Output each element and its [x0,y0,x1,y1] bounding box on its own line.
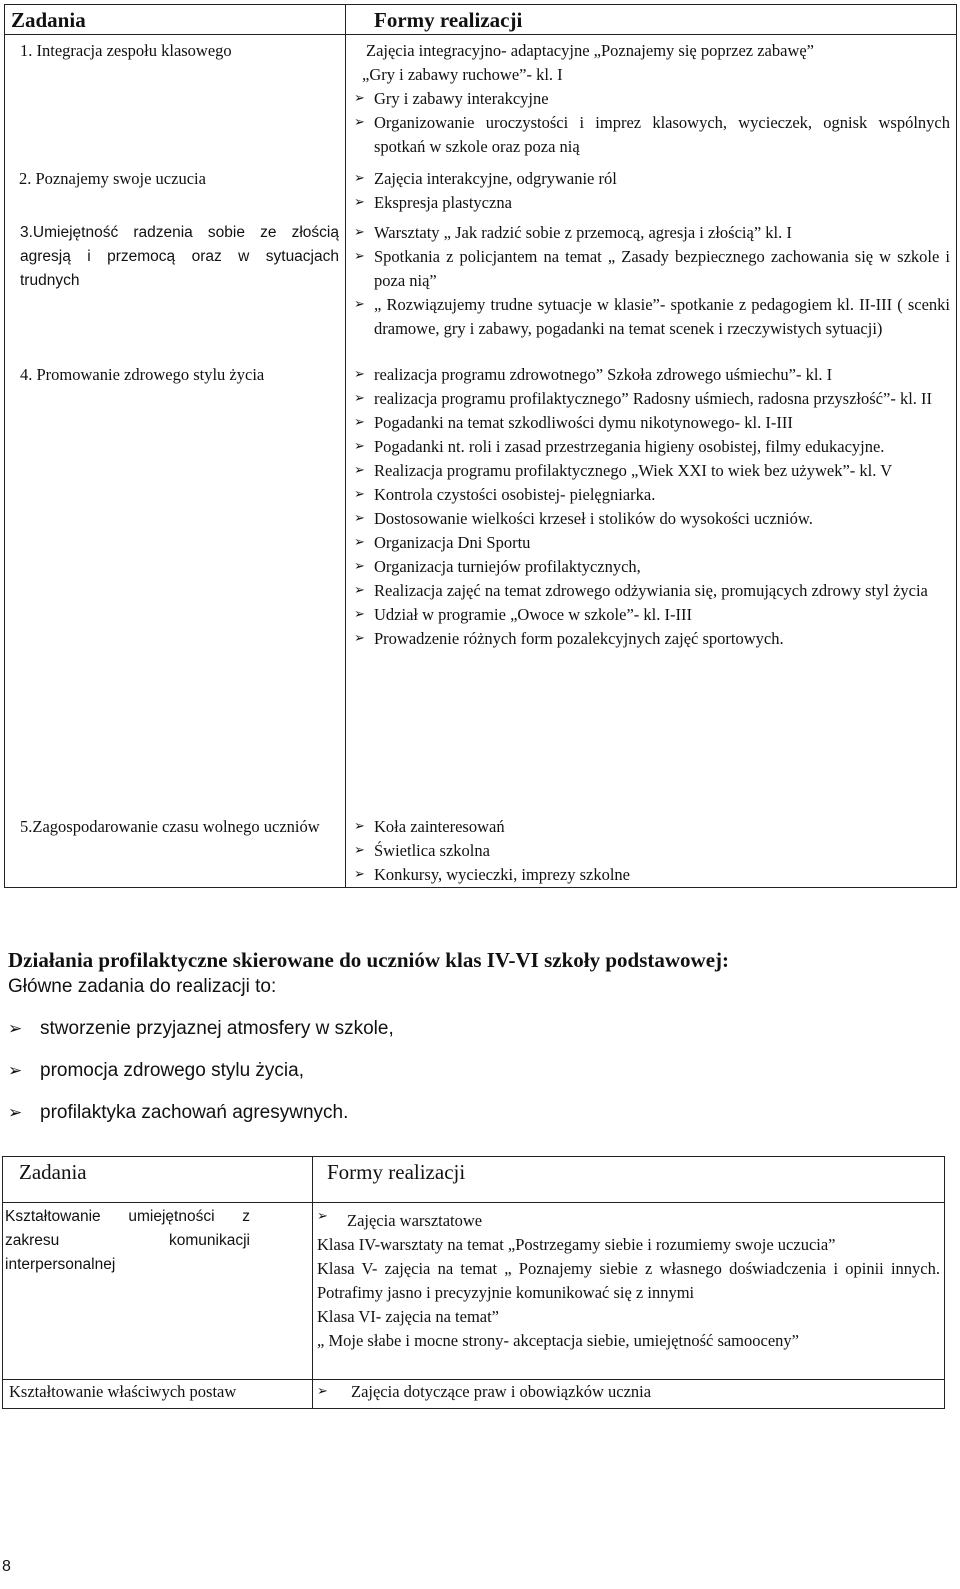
list-item: Zajęcia integracyjno- adaptacyjne „Poznajemy się poprzez zabawę” [366,41,815,60]
page-number: 8 [2,1558,11,1575]
header-tasks: Zadania [3,1157,313,1203]
list-item: ➢ Konkursy, wycieczki, imprezy szkolne [346,863,950,887]
list-item: „Gry i zabawy ruchowe”- kl. I [362,65,563,84]
task-cell [3,1203,313,1380]
list-item: Klasa IV-warsztaty na temat „Postrzegamy siebie i rozumiemy swoje uczucia” [317,1235,836,1254]
forms-table-1 [4,4,957,888]
list-item: ➢ Zajęcia dotyczące praw i obowiązków ucznia [317,1380,940,1404]
forms-cell [346,215,957,361]
list-item: ➢ Prowadzenie różnych form pozalekcyjnych zajęć sportowych. [346,627,950,651]
forms-table-2 [2,1156,945,1409]
list-item: ➢ Pogadanki na temat szkodliwości dymu nikotynowego- kl. I-III [346,411,950,435]
task-cell: 2. Poznajemy swoje uczucia [5,161,346,215]
list-item: ➢ Kontrola czystości osobistej- pielęgniarka. [346,483,950,507]
list-item: „ Moje słabe i mocne strony- akceptacja siebie, umiejętność samooceny” [317,1331,799,1350]
list-item: ➢ Zajęcia warsztatowe [317,1205,940,1233]
list-item: ➢ Pogadanki nt. roli i zasad przestrzegania higieny osobistej, filmy edukacyjne. [346,435,950,459]
task-cell: Kształtowanie właściwych postaw [3,1380,313,1409]
list-item: ➢ Dostosowanie wielkości krzeseł i stolików do wysokości uczniów. [346,507,950,531]
list-item: ➢ Ekspresja plastyczna [346,191,950,215]
list-item: ➢ realizacja programu zdrowotnego” Szkoła zdrowego uśmiechu”- kl. I [346,363,950,387]
list-item: ➢ Realizacja zajęć na temat zdrowego odżywiania się, promujących zdrowy styl życia [346,579,950,603]
list-item: ➢ Udział w programie „Owoce w szkole”- kl. I-III [346,603,950,627]
header-forms: Formy realizacji [346,5,957,35]
task-text: 3.Umiejętność radzenia sobie ze złością agresją i przemocą oraz w sytuacjach trudnych [20,224,339,289]
table-row [5,35,957,162]
list-item: ➢ Organizacja Dni Sportu [346,531,950,555]
list-item: ➢ realizacja programu profilaktycznego” Radosny uśmiech, radosna przyszłość”- kl. II [346,387,950,411]
prevention-section [8,946,952,1126]
table-row [3,1203,945,1380]
list-item: ➢ „ Rozwiązujemy trudne sytuacje w klasie”- spotkanie z pedagogiem kl. II-III ( scenki dramowe, gry i zabawy, pogadanki na temat scenek i rzeczywistych sytuacji) [346,293,950,341]
table-row [5,215,957,361]
list-item: ➢ Świetlica szkolna [346,839,950,863]
table-row [5,161,957,215]
section-subtitle: Główne zadania do realizacji to: [8,976,277,997]
forms-cell [346,161,957,215]
header-forms: Formy realizacji [313,1157,945,1203]
list-item: ➢ Organizacja turniejów profilaktycznych, [346,555,950,579]
task-cell: 5.Zagospodarowanie czasu wolnego uczniów [5,815,346,888]
list-item: Klasa VI- zajęcia na temat” [317,1307,500,1326]
section-title: Działania profilaktyczne skierowane do uczniów klas IV-VI szkoły podstawowej: [8,948,730,972]
list-item: ➢ Zajęcia interakcyjne, odgrywanie ról [346,167,950,191]
header-tasks: Zadania [5,5,346,35]
list-item: ➢ Realizacja programu profilaktycznego „Wiek XXI to wiek bez używek”- kl. V [346,459,950,483]
forms-cell [346,361,957,815]
goal-item: ➢ stworzenie przyjaznej atmosfery w szkole, [8,1016,952,1042]
list-item: ➢ Spotkania z policjantem na temat „ Zasady bezpiecznego zachowania się w szkole i poza nią” [346,245,950,293]
task-text: Kształtowanie umiejętności z zakresu komunikacji interpersonalnej [5,1208,250,1273]
forms-cell [346,815,957,888]
table-header [5,5,957,35]
table-row [5,361,957,815]
table-row [5,815,957,888]
task-cell: 1. Integracja zespołu klasowego [5,35,346,162]
goal-item: ➢ profilaktyka zachowań agresywnych. [8,1100,952,1126]
forms-cell [346,35,957,162]
forms-cell [313,1380,945,1409]
list-item: ➢ Organizowanie uroczystości i imprez klasowych, wycieczek, ognisk wspólnych spotkań w szkole oraz poza nią [346,111,950,159]
table-header [3,1157,945,1203]
list-item: Klasa V- zajęcia na temat „ Poznajemy siebie z własnego doświadczenia i opinii innych. Potrafimy jasno i precyzyjnie komunikować się z innymi [317,1259,940,1302]
goal-item: ➢ promocja zdrowego stylu życia, [8,1058,952,1084]
list-item: ➢ Warsztaty „ Jak radzić sobie z przemocą, agresja i złością” kl. I [346,221,950,245]
task-cell: 4. Promowanie zdrowego stylu życia [5,361,346,815]
forms-cell [313,1203,945,1380]
table-row [3,1380,945,1409]
list-item: ➢ Gry i zabawy interakcyjne [346,87,950,111]
task-cell [5,215,346,361]
list-item: ➢ Koła zainteresowań [346,815,950,839]
